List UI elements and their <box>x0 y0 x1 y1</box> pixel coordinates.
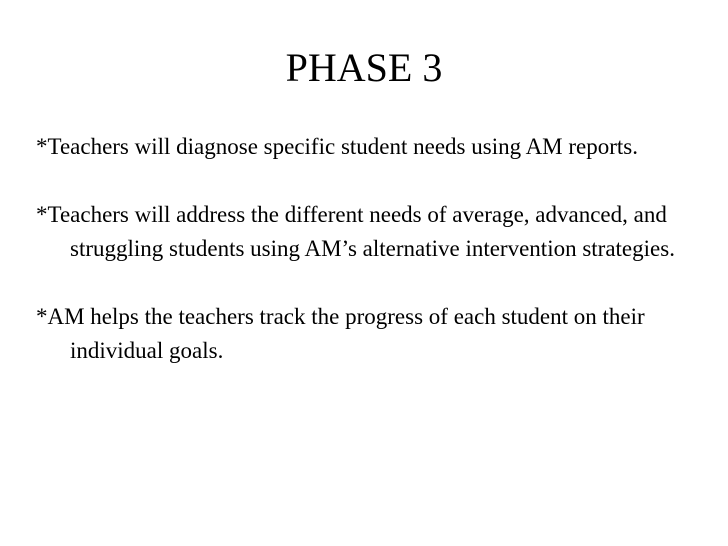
slide-title: PHASE 3 <box>285 45 443 90</box>
bullet-list <box>36 130 706 368</box>
bullet-item: *Teachers will diagnose specific student needs using AM reports. <box>36 134 638 159</box>
bullet-item: *Teachers will address the different needs of average, advanced, and struggling students using AM’s alternative intervention strategies. <box>36 202 675 261</box>
bullet-item: *AM helps the teachers track the progress of each student on their individual goals. <box>36 304 645 363</box>
